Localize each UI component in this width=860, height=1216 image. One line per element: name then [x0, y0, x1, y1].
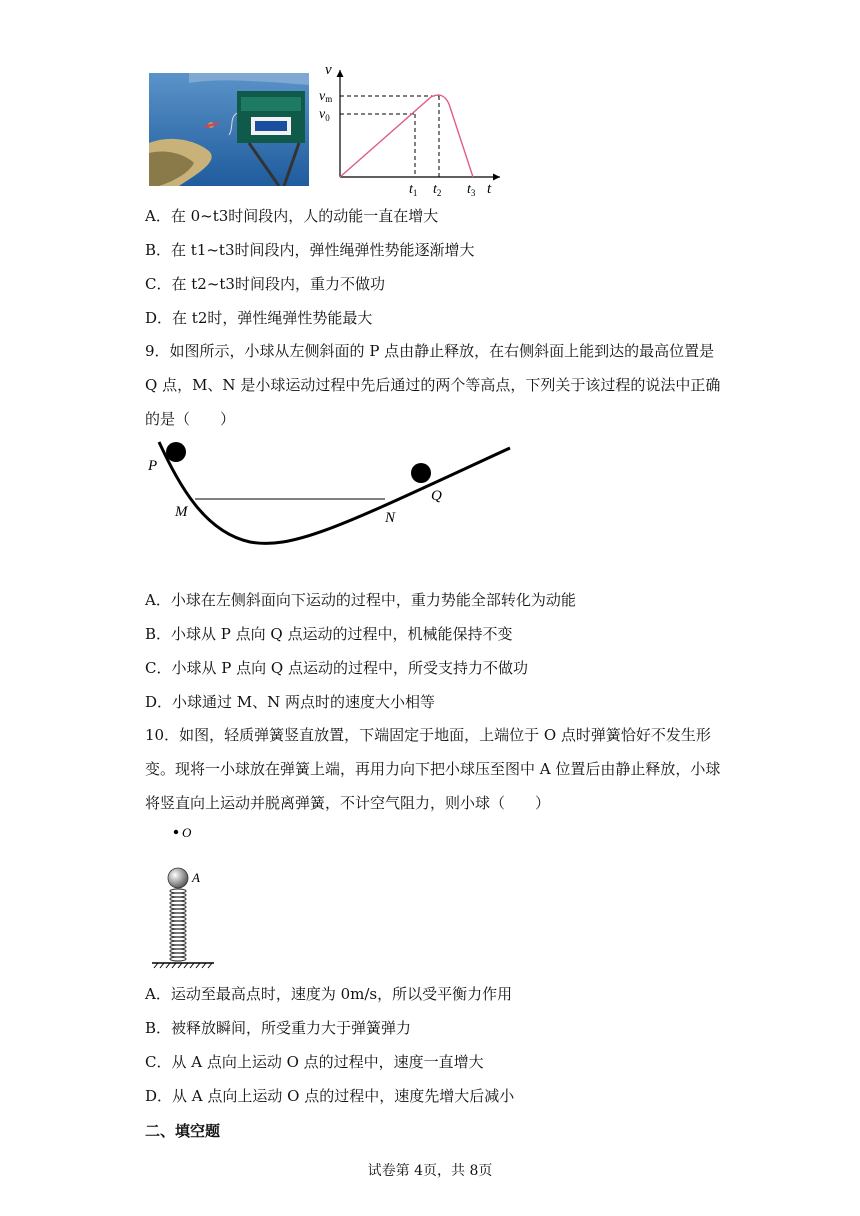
section-heading-fill-in: 二、填空题 [145, 1122, 221, 1140]
label-p: P [148, 458, 158, 474]
t2-label: $t_2$ [433, 182, 442, 198]
page-footer: 试卷第 4页，共 8页 [367, 1163, 493, 1179]
q9-option-c: C．小球从 P 点向 Q 点运动的过程中，所受支持力不做功 [145, 659, 528, 677]
q9-track-diagram [145, 432, 515, 557]
track-curve [159, 442, 510, 543]
q10-stem: 10．如图，轻质弹簧竖直放置，下端固定于地面，上端位于 O 点时弹簧恰好不发生形变。现将一小球放在弹簧上端，再用力向下把小球压至图中 A 位置后由静止释放，小球将竖直向上运动并脱离弹簧，不计空气阻力，则小球（ ） [145, 726, 721, 812]
q10-option-c: C．从 A 点向上运动 O 点的过程中，速度一直增大 [145, 1053, 484, 1071]
t3-label: $t_3$ [467, 182, 476, 198]
q8-option-a: A．在 0~t3时间段内，人的动能一直在增大 [145, 207, 439, 225]
q8-option-c: C．在 t2~t3时间段内，重力不做功 [145, 275, 385, 293]
velocity-time-graph [315, 60, 510, 200]
label-a: A [192, 870, 200, 885]
t-axis-label: t [487, 181, 492, 197]
q10-option-b: B．被释放瞬间，所受重力大于弹簧弹力 [145, 1019, 412, 1037]
q10-spring-diagram [148, 818, 228, 973]
q10-option-d: D．从 A 点向上运动 O 点的过程中，速度先增大后减小 [145, 1087, 515, 1105]
vm-label: vm [319, 89, 333, 104]
q10-option-a: A．运动至最高点时，速度为 0m/s，所以受平衡力作用 [145, 985, 513, 1003]
t1-label: $t_1$ [409, 182, 418, 198]
t-axis-arrow [493, 174, 500, 181]
label-n: N [385, 510, 396, 526]
point-o [174, 830, 178, 834]
ball-at-a [168, 868, 188, 888]
q8-option-d: D．在 t2时，弹性绳弹性势能最大 [145, 309, 373, 327]
ball-at-p [166, 442, 186, 462]
q9-option-d: D．小球通过 M、N 两点时的速度大小相等 [145, 693, 436, 711]
q8-option-b: B．在 t1~t3时间段内，弹性绳弹性势能逐渐增大 [145, 241, 475, 259]
q9-option-b: B．小球从 P 点向 Q 点运动的过程中，机械能保持不变 [145, 625, 513, 643]
label-o: O [182, 825, 192, 840]
ball-at-q [411, 463, 431, 483]
v-axis-arrow [337, 70, 344, 77]
label-m: M [175, 504, 188, 520]
spring [170, 889, 186, 961]
bungee-photo [149, 73, 309, 186]
v-axis-label: v [325, 62, 332, 78]
v0-label: $v_0$ [319, 107, 330, 123]
q9-stem: 9．如图所示，小球从左侧斜面的 P 点由静止释放，在右侧斜面上能到达的最高位置是 Q 点，M、N 是小球运动过程中先后通过的两个等高点，下列关于该过程的说法中正确的是（ ） [145, 342, 721, 428]
velocity-curve [340, 95, 473, 177]
q9-option-a: A．小球在左侧斜面向下运动的过程中，重力势能全部转化为动能 [145, 591, 576, 609]
label-q: Q [431, 488, 442, 504]
